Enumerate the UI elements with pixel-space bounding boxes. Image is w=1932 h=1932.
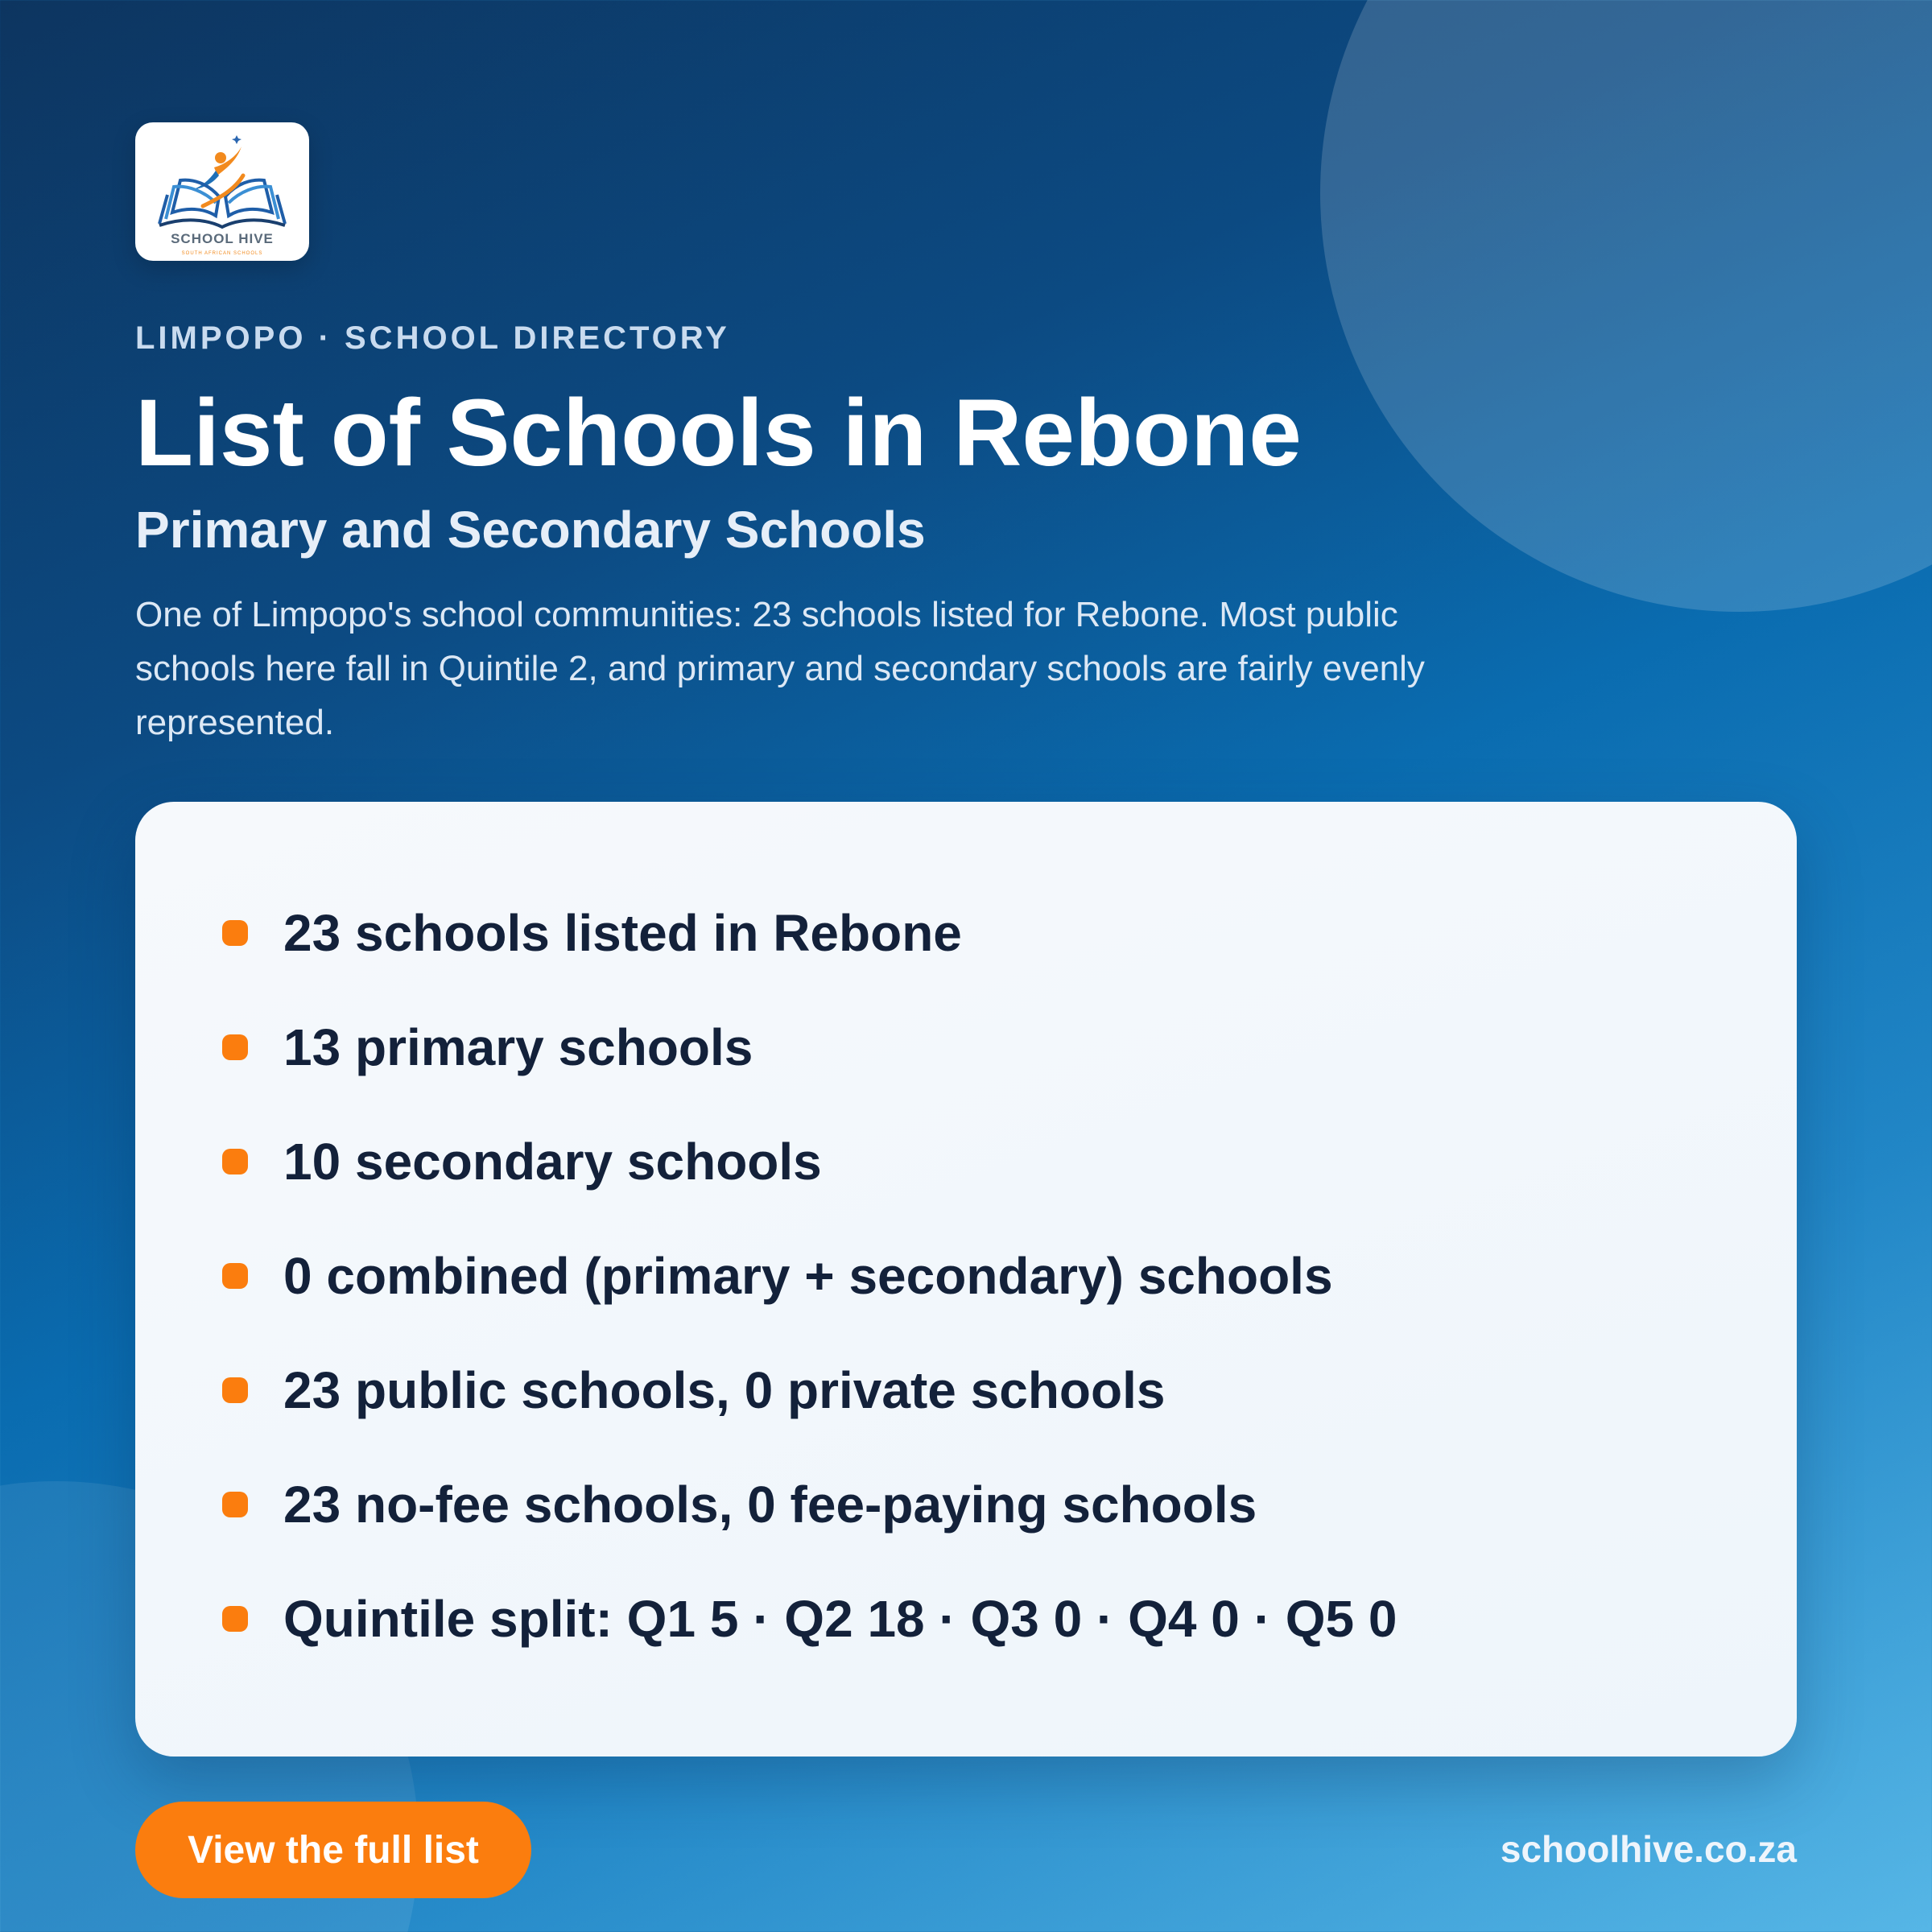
bullet-icon [222, 920, 248, 946]
stats-card [135, 802, 1797, 1757]
bullet-icon [222, 1263, 248, 1289]
logo-tagline: SOUTH AFRICAN SCHOOLS [181, 251, 263, 256]
stat-fee-status [222, 1447, 1397, 1562]
bullet-icon [222, 1034, 248, 1060]
stat-secondary-schools [222, 1104, 1397, 1219]
view-full-list-button[interactable]: View the full list [135, 1802, 531, 1898]
stats-list [222, 876, 1397, 1676]
logo-name: SCHOOL HIVE [171, 231, 274, 246]
school-hive-logo [135, 122, 309, 261]
decorative-circle-top [1320, 0, 1932, 612]
page-title: List of Schools in Rebone [135, 380, 1302, 486]
stat-text: 10 secondary schools [283, 1133, 822, 1191]
stat-text: 23 schools listed in Rebone [283, 904, 962, 962]
eyebrow-label: LIMPOPO · SCHOOL DIRECTORY [135, 320, 730, 356]
bullet-icon [222, 1606, 248, 1632]
stat-text: 23 no-fee schools, 0 fee-paying schools [283, 1476, 1257, 1534]
stat-text: 0 combined (primary + secondary) schools [283, 1247, 1333, 1305]
stat-combined-schools [222, 1219, 1397, 1333]
open-book-graduate-icon [135, 122, 309, 261]
stat-quintile-split [222, 1562, 1397, 1676]
page-subtitle: Primary and Secondary Schools [135, 501, 926, 559]
page-description: One of Limpopo's school communities: 23 schools listed for Rebone. Most public schools here fall in Quintile 2, and primary and secondary schools are fairly evenly represented. [135, 595, 1425, 742]
stat-text: 23 public schools, 0 private schools [283, 1361, 1166, 1419]
stat-text: Quintile split: Q1 5 · Q2 18 · Q3 0 · Q4 0 · Q5 0 [283, 1590, 1397, 1648]
stat-text: 13 primary schools [283, 1018, 753, 1076]
bullet-icon [222, 1492, 248, 1517]
site-url[interactable]: schoolhive.co.za [1500, 1828, 1797, 1870]
bullet-icon [222, 1149, 248, 1174]
bullet-icon [222, 1377, 248, 1403]
stat-public-private [222, 1333, 1397, 1447]
stat-total-schools [222, 876, 1397, 990]
stat-primary-schools [222, 990, 1397, 1104]
